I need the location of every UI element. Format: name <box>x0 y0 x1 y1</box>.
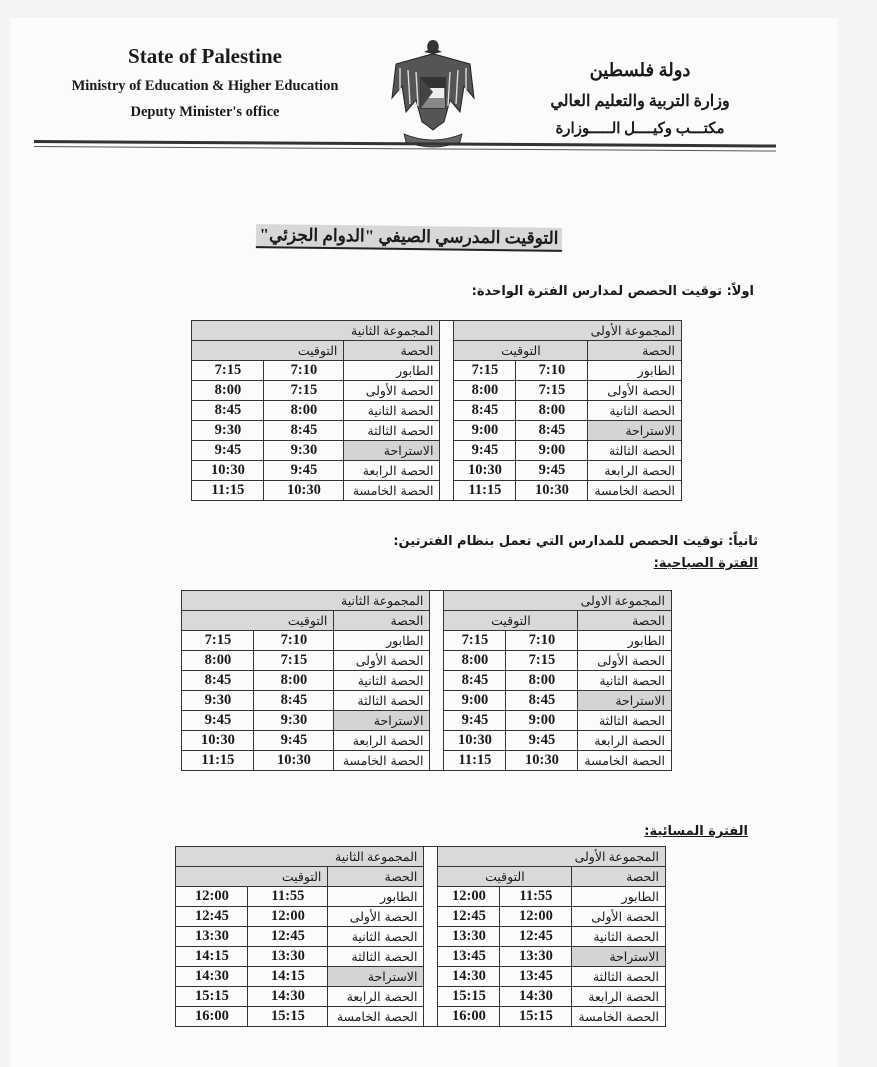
end-time: 8:45 <box>192 401 264 421</box>
period-name: الحصة الرابعة <box>344 461 440 481</box>
group-gap <box>430 591 444 771</box>
period-name: الحصة الأولى <box>328 907 424 927</box>
period-name: الحصة الرابعة <box>334 731 430 751</box>
table-header-row <box>192 321 682 341</box>
start-time: 7:10 <box>254 631 334 651</box>
table-row <box>176 1007 666 1027</box>
group1-header: المجموعة الأولى <box>454 321 682 341</box>
period-name: الحصة الثالثة <box>344 421 440 441</box>
start-time: 11:55 <box>500 887 572 907</box>
table-row <box>192 401 682 421</box>
start-time: 9:30 <box>254 711 334 731</box>
end-time: 13:45 <box>438 947 500 967</box>
group1-header: المجموعة الاولى <box>444 591 672 611</box>
end-time: 7:15 <box>192 361 264 381</box>
start-time: 9:45 <box>254 731 334 751</box>
start-time: 13:30 <box>500 947 572 967</box>
end-time: 8:45 <box>182 671 254 691</box>
period-column-header: الحصة <box>328 867 424 887</box>
header-arabic <box>510 60 770 138</box>
start-time: 9:30 <box>264 441 344 461</box>
end-time: 16:00 <box>438 1007 500 1027</box>
start-time: 8:45 <box>254 691 334 711</box>
document-page <box>10 18 838 1067</box>
start-time: 12:45 <box>248 927 328 947</box>
table-row <box>192 441 682 461</box>
end-time: 10:30 <box>454 461 516 481</box>
evening-shift-heading: الفترة المسائية: <box>644 824 748 839</box>
period-column-header: الحصة <box>334 611 430 631</box>
period-name: الحصة الرابعة <box>572 987 666 1007</box>
start-time: 11:55 <box>248 887 328 907</box>
start-time: 8:45 <box>264 421 344 441</box>
timing-column-header: التوقيت <box>454 341 588 361</box>
start-time: 7:10 <box>264 361 344 381</box>
end-time: 7:15 <box>454 361 516 381</box>
period-name: الحصة الثانية <box>578 671 672 691</box>
table-row <box>192 461 682 481</box>
section1-heading: اولاً: توقيت الحصص لمدارس الفترة الواحدة: <box>471 284 754 299</box>
timing-column-header: التوقيت <box>438 867 572 887</box>
end-time: 7:15 <box>182 631 254 651</box>
table-row <box>192 481 682 501</box>
start-time: 13:30 <box>248 947 328 967</box>
timetable-evening-shift <box>175 846 666 1027</box>
end-time: 8:00 <box>454 381 516 401</box>
start-time: 14:30 <box>500 987 572 1007</box>
period-column-header: الحصة <box>344 341 440 361</box>
table-row <box>182 751 672 771</box>
group1-header: المجموعة الأولى <box>438 847 666 867</box>
end-time: 8:45 <box>454 401 516 421</box>
group-gap <box>440 321 454 501</box>
start-time: 14:30 <box>248 987 328 1007</box>
start-time: 8:00 <box>264 401 344 421</box>
start-time: 13:45 <box>500 967 572 987</box>
table-row <box>182 671 672 691</box>
end-time: 11:15 <box>182 751 254 771</box>
end-time: 9:45 <box>192 441 264 461</box>
start-time: 12:45 <box>500 927 572 947</box>
start-time: 15:15 <box>500 1007 572 1027</box>
start-time: 7:10 <box>506 631 578 651</box>
start-time: 9:45 <box>506 731 578 751</box>
section2-heading: ثانياً: توقيت الحصص للمدارس التي تعمل بنظام الفترتين: <box>393 534 758 549</box>
start-time: 7:15 <box>254 651 334 671</box>
start-time: 8:45 <box>516 421 588 441</box>
period-name: الاستراحة <box>328 967 424 987</box>
start-time: 10:30 <box>516 481 588 501</box>
period-name: الحصة الثانية <box>588 401 682 421</box>
period-name: الحصة الخامسة <box>572 1007 666 1027</box>
period-name: الحصة الخامسة <box>334 751 430 771</box>
period-name: الطابور <box>578 631 672 651</box>
period-column-header: الحصة <box>578 611 672 631</box>
header-english <box>30 44 380 121</box>
period-name: الحصة الثالثة <box>578 711 672 731</box>
period-name: الحصة الثالثة <box>572 967 666 987</box>
table-subheader-row <box>176 867 666 887</box>
start-time: 15:15 <box>248 1007 328 1027</box>
table-subheader-row <box>192 341 682 361</box>
period-name: الحصة الأولى <box>578 651 672 671</box>
period-name: الاستراحة <box>588 421 682 441</box>
start-time: 10:30 <box>506 751 578 771</box>
start-time: 10:30 <box>254 751 334 771</box>
end-time: 9:30 <box>192 421 264 441</box>
end-time: 9:45 <box>454 441 516 461</box>
start-time: 7:15 <box>516 381 588 401</box>
period-name: الحصة الثانية <box>334 671 430 691</box>
group-gap <box>424 847 438 1027</box>
end-time: 9:30 <box>182 691 254 711</box>
start-time: 12:00 <box>248 907 328 927</box>
timing-column-header: التوقيت <box>176 867 328 887</box>
period-name: الطابور <box>328 887 424 907</box>
end-time: 11:15 <box>444 751 506 771</box>
end-time: 13:30 <box>176 927 248 947</box>
period-name: الحصة الثالثة <box>328 947 424 967</box>
header-ministry-name: Ministry of Education & Higher Education <box>71 78 339 94</box>
end-time: 9:45 <box>182 711 254 731</box>
header-office-name: Deputy Minister's office <box>130 104 280 120</box>
period-name: الطابور <box>344 361 440 381</box>
period-name: الطابور <box>572 887 666 907</box>
table-row <box>182 711 672 731</box>
timetable-single-shift <box>191 320 682 501</box>
period-name: الحصة الثانية <box>572 927 666 947</box>
period-name: الحصة الخامسة <box>578 751 672 771</box>
table-row <box>192 381 682 401</box>
header-ministry-name-ar: وزارة التربية والتعليم العالي <box>550 93 730 110</box>
period-name: الاستراحة <box>578 691 672 711</box>
period-name: الاستراحة <box>344 441 440 461</box>
table-row <box>176 967 666 987</box>
period-column-header: الحصة <box>572 867 666 887</box>
start-time: 12:00 <box>500 907 572 927</box>
start-time: 8:45 <box>506 691 578 711</box>
end-time: 15:15 <box>176 987 248 1007</box>
end-time: 16:00 <box>176 1007 248 1027</box>
period-name: الحصة الثانية <box>328 927 424 947</box>
morning-shift-heading: الفترة الصباحية: <box>653 556 758 571</box>
period-name: الحصة الخامسة <box>588 481 682 501</box>
table-header-row <box>176 847 666 867</box>
timing-column-header: التوقيت <box>192 341 344 361</box>
end-time: 15:15 <box>438 987 500 1007</box>
period-name: الحصة الرابعة <box>578 731 672 751</box>
end-time: 9:00 <box>454 421 516 441</box>
table-row <box>176 907 666 927</box>
start-time: 14:15 <box>248 967 328 987</box>
period-name: الحصة الأولى <box>572 907 666 927</box>
end-time: 8:00 <box>192 381 264 401</box>
start-time: 8:00 <box>254 671 334 691</box>
header-state-name-ar: دولة فلسطين <box>589 60 691 80</box>
table-row <box>176 987 666 1007</box>
end-time: 10:30 <box>444 731 506 751</box>
start-time: 9:00 <box>506 711 578 731</box>
end-time: 14:30 <box>176 967 248 987</box>
period-name: الحصة الأولى <box>334 651 430 671</box>
end-time: 9:45 <box>444 711 506 731</box>
period-name: الحصة الرابعة <box>588 461 682 481</box>
end-time: 12:00 <box>438 887 500 907</box>
start-time: 9:45 <box>264 461 344 481</box>
end-time: 12:00 <box>176 887 248 907</box>
start-time: 7:10 <box>516 361 588 381</box>
table-row <box>192 361 682 381</box>
end-time: 8:00 <box>444 651 506 671</box>
start-time: 9:45 <box>516 461 588 481</box>
period-name: الحصة الأولى <box>344 381 440 401</box>
timing-column-header: التوقيت <box>182 611 334 631</box>
start-time: 8:00 <box>506 671 578 691</box>
period-name: الحصة الخامسة <box>344 481 440 501</box>
group2-header: المجموعة الثانية <box>192 321 440 341</box>
period-name: الاستراحة <box>572 947 666 967</box>
table-row <box>176 947 666 967</box>
table-row <box>176 927 666 947</box>
end-time: 10:30 <box>182 731 254 751</box>
table-row <box>176 887 666 907</box>
period-name: الحصة الثانية <box>344 401 440 421</box>
end-time: 13:30 <box>438 927 500 947</box>
table-row <box>192 421 682 441</box>
timetable-morning-shift <box>181 590 672 771</box>
table-row <box>182 691 672 711</box>
end-time: 8:45 <box>444 671 506 691</box>
period-name: الطابور <box>588 361 682 381</box>
end-time: 10:30 <box>192 461 264 481</box>
end-time: 11:15 <box>454 481 516 501</box>
period-name: الطابور <box>334 631 430 651</box>
end-time: 8:00 <box>182 651 254 671</box>
period-name: الاستراحة <box>334 711 430 731</box>
table-header-row <box>182 591 672 611</box>
header-office-name-ar: مكتـــب وكيــــل الـــــوزارة <box>555 121 725 137</box>
timing-column-header: التوقيت <box>444 611 578 631</box>
end-time: 7:15 <box>444 631 506 651</box>
period-name: الحصة الرابعة <box>328 987 424 1007</box>
group2-header: المجموعة الثانية <box>176 847 424 867</box>
group2-header: المجموعة الثانية <box>182 591 430 611</box>
end-time: 12:45 <box>438 907 500 927</box>
end-time: 14:30 <box>438 967 500 987</box>
end-time: 14:15 <box>176 947 248 967</box>
period-name: الحصة الخامسة <box>328 1007 424 1027</box>
start-time: 7:15 <box>506 651 578 671</box>
table-row <box>182 631 672 651</box>
start-time: 7:15 <box>264 381 344 401</box>
document-title: التوقيت المدرسي الصيفي "الدوام الجزئي" <box>256 224 562 252</box>
table-row <box>182 731 672 751</box>
header-state-name: State of Palestine <box>128 44 282 68</box>
period-name: الحصة الأولى <box>588 381 682 401</box>
end-time: 12:45 <box>176 907 248 927</box>
eagle-emblem-icon <box>388 34 478 152</box>
start-time: 10:30 <box>264 481 344 501</box>
end-time: 9:00 <box>444 691 506 711</box>
period-name: الحصة الثالثة <box>588 441 682 461</box>
period-column-header: الحصة <box>588 341 682 361</box>
table-row <box>182 651 672 671</box>
period-name: الحصة الثالثة <box>334 691 430 711</box>
table-subheader-row <box>182 611 672 631</box>
start-time: 9:00 <box>516 441 588 461</box>
end-time: 11:15 <box>192 481 264 501</box>
start-time: 8:00 <box>516 401 588 421</box>
